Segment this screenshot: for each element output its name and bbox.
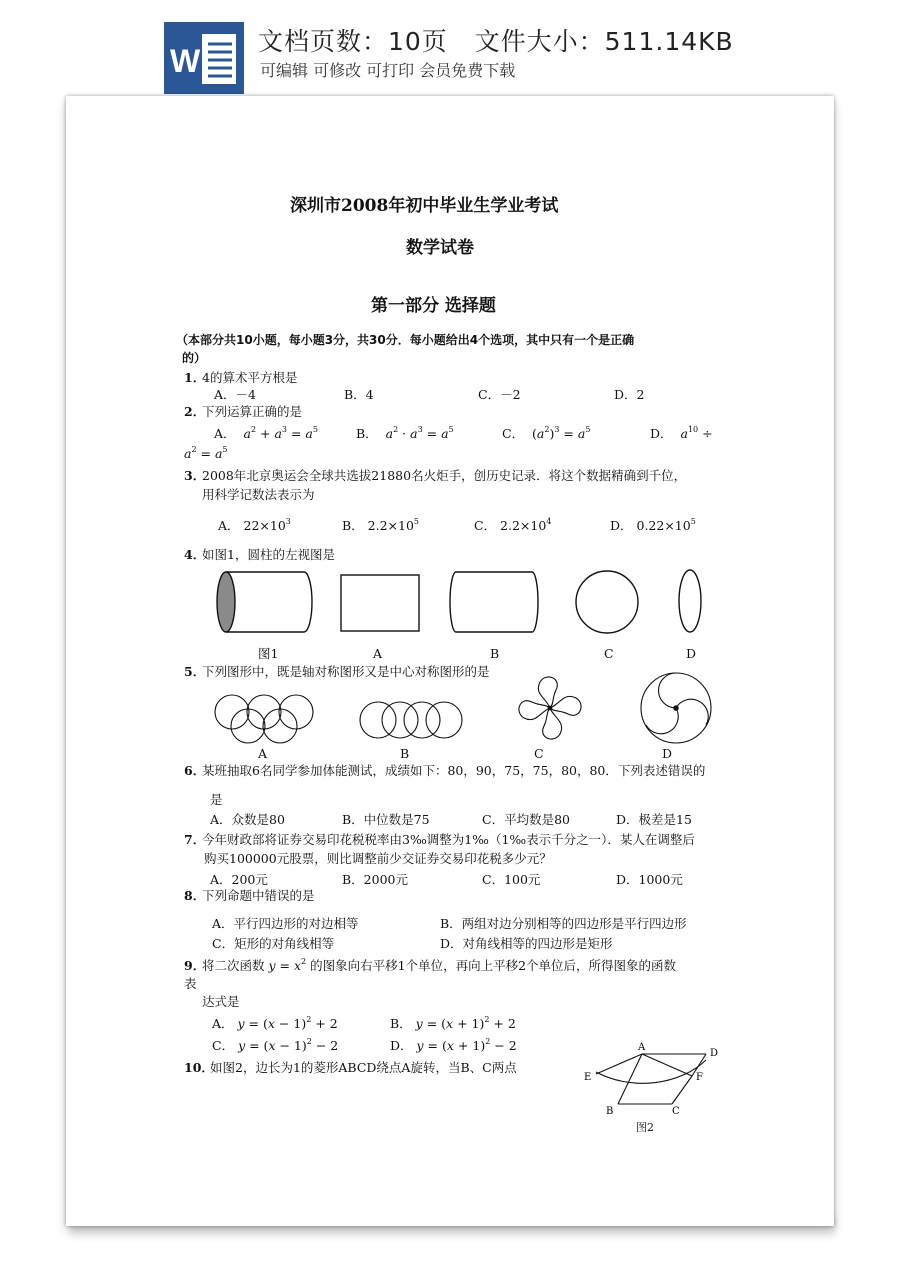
question-stem: 下列图形中，既是轴对称图形又是中心对称图形的是 <box>202 664 490 679</box>
option-a: A．－4 <box>214 387 256 402</box>
instruction-line-1: （本部分共10小题，每小题3分，共30分．每小题给出4个选项，其中只有一个是正确 <box>176 333 635 347</box>
option-c: C． $2.2\times 10^4$ <box>474 517 552 533</box>
option-d: D． $y = (x + 1)^2 - 2$ <box>390 1037 517 1053</box>
option-d: D． $a^{10}$ ÷ <box>650 425 713 441</box>
option-b: B．中位数是75 <box>342 812 430 827</box>
option-c-pinwheel <box>512 670 588 746</box>
option-d-yin-yang-circle <box>638 670 714 746</box>
document-stats: 文档页数：10页 文件大小：511.14KB <box>258 27 734 56</box>
question-stem-line-2: 用科学记数法表示为 <box>202 487 315 502</box>
document-banner <box>0 0 900 96</box>
question-stem: 4的算术平方根是 <box>202 370 298 385</box>
option-d-continued: $a^2 = a^5$ <box>184 445 228 461</box>
option-c: C．－2 <box>478 387 521 402</box>
part-heading: 第一部分 选择题 <box>371 296 496 316</box>
label-b: B <box>490 646 500 661</box>
question-number: 7． <box>184 832 206 847</box>
svg-text:B: B <box>606 1106 614 1117</box>
option-c: C． $y = (x - 1)^2 - 2$ <box>212 1037 339 1053</box>
question-number: 8． <box>184 888 206 903</box>
label-c: C <box>534 746 544 761</box>
svg-text:W: W <box>170 43 201 79</box>
option-a: A． $y = (x - 1)^2 + 2$ <box>212 1015 338 1031</box>
option-a: A．众数是80 <box>210 812 285 827</box>
document-features: 可编辑 可修改 可打印 会员免费下载 <box>260 61 516 80</box>
option-b-rounded-rectangle <box>448 570 540 634</box>
option-b: B． $a^2 \cdot a^3 = a^5$ <box>356 425 454 441</box>
exam-title: 深圳市2008年初中毕业生学业考试 <box>290 196 559 216</box>
option-b: B．2000元 <box>342 872 408 887</box>
document-page <box>66 96 834 1226</box>
question-stem-line-2: 是 <box>210 792 223 807</box>
exam-subject: 数学试卷 <box>406 238 474 258</box>
label-c: C <box>604 646 614 661</box>
rhombus-rotation-figure <box>578 1042 718 1132</box>
figure-2-caption: 图2 <box>636 1121 654 1134</box>
option-a: A．平行四边形的对边相等 <box>212 916 359 931</box>
label-b: B <box>400 746 410 761</box>
option-d: D．2 <box>614 387 645 402</box>
svg-text:F: F <box>696 1072 703 1083</box>
option-a-rectangle <box>340 574 422 632</box>
label-a: A <box>373 646 383 661</box>
option-a: A． $22\times 10^3$ <box>218 517 291 533</box>
cylinder-figure <box>214 570 314 634</box>
word-document-icon <box>164 22 244 94</box>
question-stem: 下列运算正确的是 <box>202 404 303 419</box>
option-b-four-circles <box>358 700 464 742</box>
question-number: 4． <box>184 547 206 562</box>
figure-1-caption: 图1 <box>258 646 279 661</box>
question-stem: 如图1，圆柱的左视图是 <box>202 547 335 562</box>
question-number: 2． <box>184 404 206 419</box>
option-c-circle <box>574 570 642 634</box>
label-a: A <box>258 746 268 761</box>
option-d: D．对角线相等的四边形是矩形 <box>440 936 613 951</box>
svg-text:A: A <box>638 1042 646 1053</box>
question-number: 1． <box>184 370 206 385</box>
question-number: 3． <box>184 468 206 483</box>
option-c: C． $(a^2)^3 = a^5$ <box>502 425 591 441</box>
question-stem-line-2: 表 <box>184 976 197 991</box>
label-d: D <box>662 746 673 761</box>
question-stem: 下列命题中错误的是 <box>202 888 315 903</box>
question-stem-line-3: 达式是 <box>202 994 240 1009</box>
svg-text:D: D <box>710 1048 719 1059</box>
question-stem: 2008年北京奥运会全球共选拔21880名火炬手，创历史记录．将这个数据精确到千位， <box>202 468 687 483</box>
question-stem: 某班抽取6名同学参加体能测试，成绩如下：80，90，75，75，80，80．下列表述错误的 <box>202 763 706 778</box>
instruction-line-2: 的） <box>182 351 207 365</box>
svg-text:E: E <box>584 1072 592 1083</box>
option-a: A． $a^2 + a^3 = a^5$ <box>214 425 318 441</box>
svg-text:C: C <box>672 1106 680 1117</box>
question-stem: 今年财政部将证券交易印花税税率由3‰调整为1‰（1‰表示千分之一）．某人在调整后 <box>202 832 695 847</box>
question-stem: 如图2，边长为1的菱形ABCD绕点A旋转，当B、C两点 <box>210 1060 517 1075</box>
question-number: 5． <box>184 664 206 679</box>
label-d: D <box>686 646 697 661</box>
option-b: B．4 <box>344 387 374 402</box>
option-d: D．极差是15 <box>616 812 692 827</box>
option-c: C．矩形的对角线相等 <box>212 936 335 951</box>
option-a-olympic-rings <box>214 692 324 748</box>
option-d-ellipse <box>678 568 704 634</box>
question-stem: 将二次函数 $y = x^2$ 的图象向右平移1个单位，再向上平移2个单位后，所得图象的函数 <box>202 957 677 973</box>
option-c: C．平均数是80 <box>482 812 570 827</box>
question-number: 9． <box>184 958 206 973</box>
option-d: D． $0.22\times 10^5$ <box>610 517 696 533</box>
option-b: B． $y = (x + 1)^2 + 2$ <box>390 1015 516 1031</box>
question-number: 10． <box>184 1060 214 1075</box>
question-number: 6． <box>184 763 206 778</box>
question-stem-line-2: 购买100000元股票，则比调整前少交证券交易印花税多少元？ <box>204 851 552 866</box>
option-c: C．100元 <box>482 872 541 887</box>
option-d: D．1000元 <box>616 872 683 887</box>
option-b: B．两组对边分别相等的四边形是平行四边形 <box>440 916 687 931</box>
option-a: A．200元 <box>210 872 268 887</box>
option-b: B． $2.2\times 10^5$ <box>342 517 420 533</box>
